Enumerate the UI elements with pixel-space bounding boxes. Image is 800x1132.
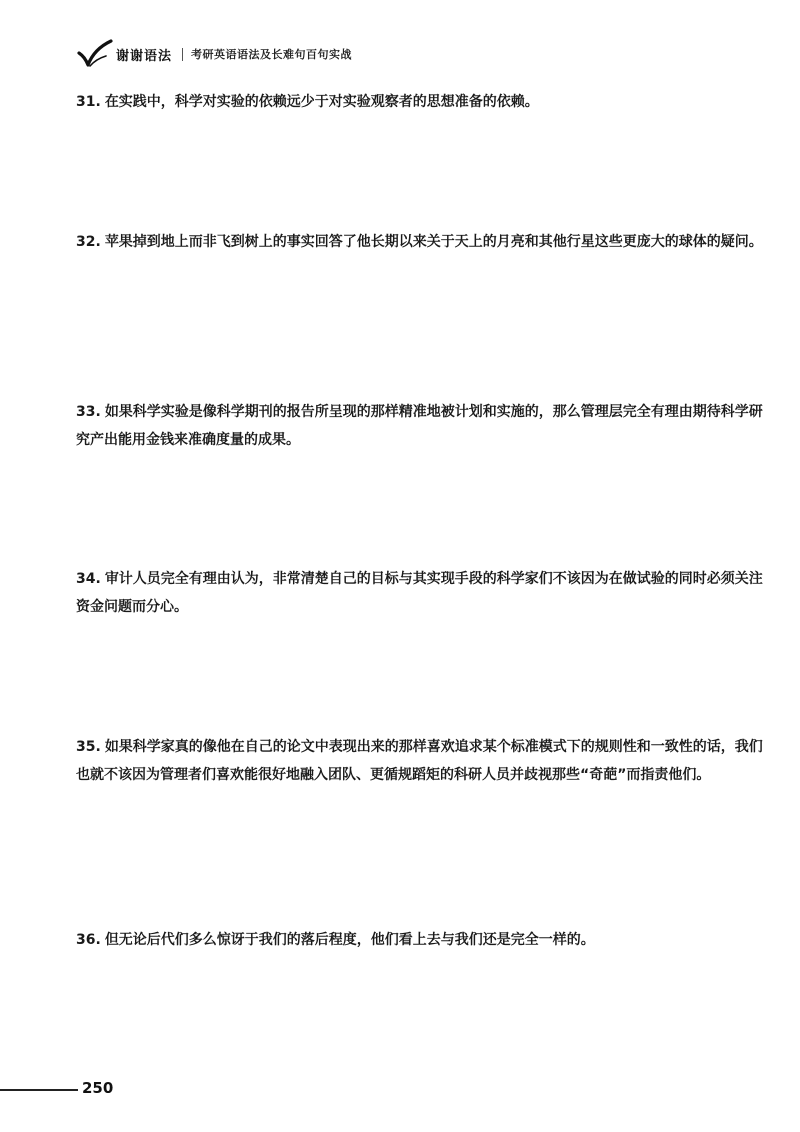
item-number: 36. <box>76 932 101 948</box>
exercise-item <box>76 228 766 256</box>
item-number: 34. <box>76 571 101 587</box>
header-divider <box>182 48 183 61</box>
page-number: 250 <box>82 1079 114 1097</box>
exercise-item <box>76 733 766 789</box>
item-text: 在实践中，科学对实验的依赖远少于对实验观察者的思想准备的依赖。 <box>104 94 539 110</box>
item-text: 但无论后代们多么惊讶于我们的落后程度，他们看上去与我们还是完全一样的。 <box>104 932 595 948</box>
book-subtitle: 考研英语语法及长难句百句实战 <box>191 48 353 61</box>
item-text: 如果科学家真的像他在自己的论文中表现出来的那样喜欢追求某个标准模式下的规则性和一致性的话，我们也就不该因为管理者们喜欢能很好地融入团队、更循规蹈矩的科研人员并歧视那些“奇葩”而指责他们。 <box>76 739 763 783</box>
checkmark-logo-icon <box>76 39 114 69</box>
exercise-item <box>76 88 766 116</box>
brand-title: 谢谢语法 <box>116 48 173 64</box>
item-number: 31. <box>76 94 101 110</box>
item-number: 33. <box>76 404 101 420</box>
exercise-item <box>76 398 766 454</box>
item-text: 审计人员完全有理由认为，非常清楚自己的目标与其实现手段的科学家们不该因为在做试验的同时必须关注资金问题而分心。 <box>76 571 763 615</box>
page-header <box>76 38 352 70</box>
exercise-item <box>76 926 766 954</box>
exercise-item <box>76 565 766 621</box>
item-text: 如果科学实验是像科学期刊的报告所呈现的那样精准地被计划和实施的，那么管理层完全有理由期待科学研究产出能用金钱来准确度量的成果。 <box>76 404 763 448</box>
item-number: 32. <box>76 234 101 250</box>
footer-rule <box>0 1089 78 1091</box>
item-number: 35. <box>76 739 101 755</box>
item-text: 苹果掉到地上而非飞到树上的事实回答了他长期以来关于天上的月亮和其他行星这些更庞大的球体的疑问。 <box>104 234 763 250</box>
